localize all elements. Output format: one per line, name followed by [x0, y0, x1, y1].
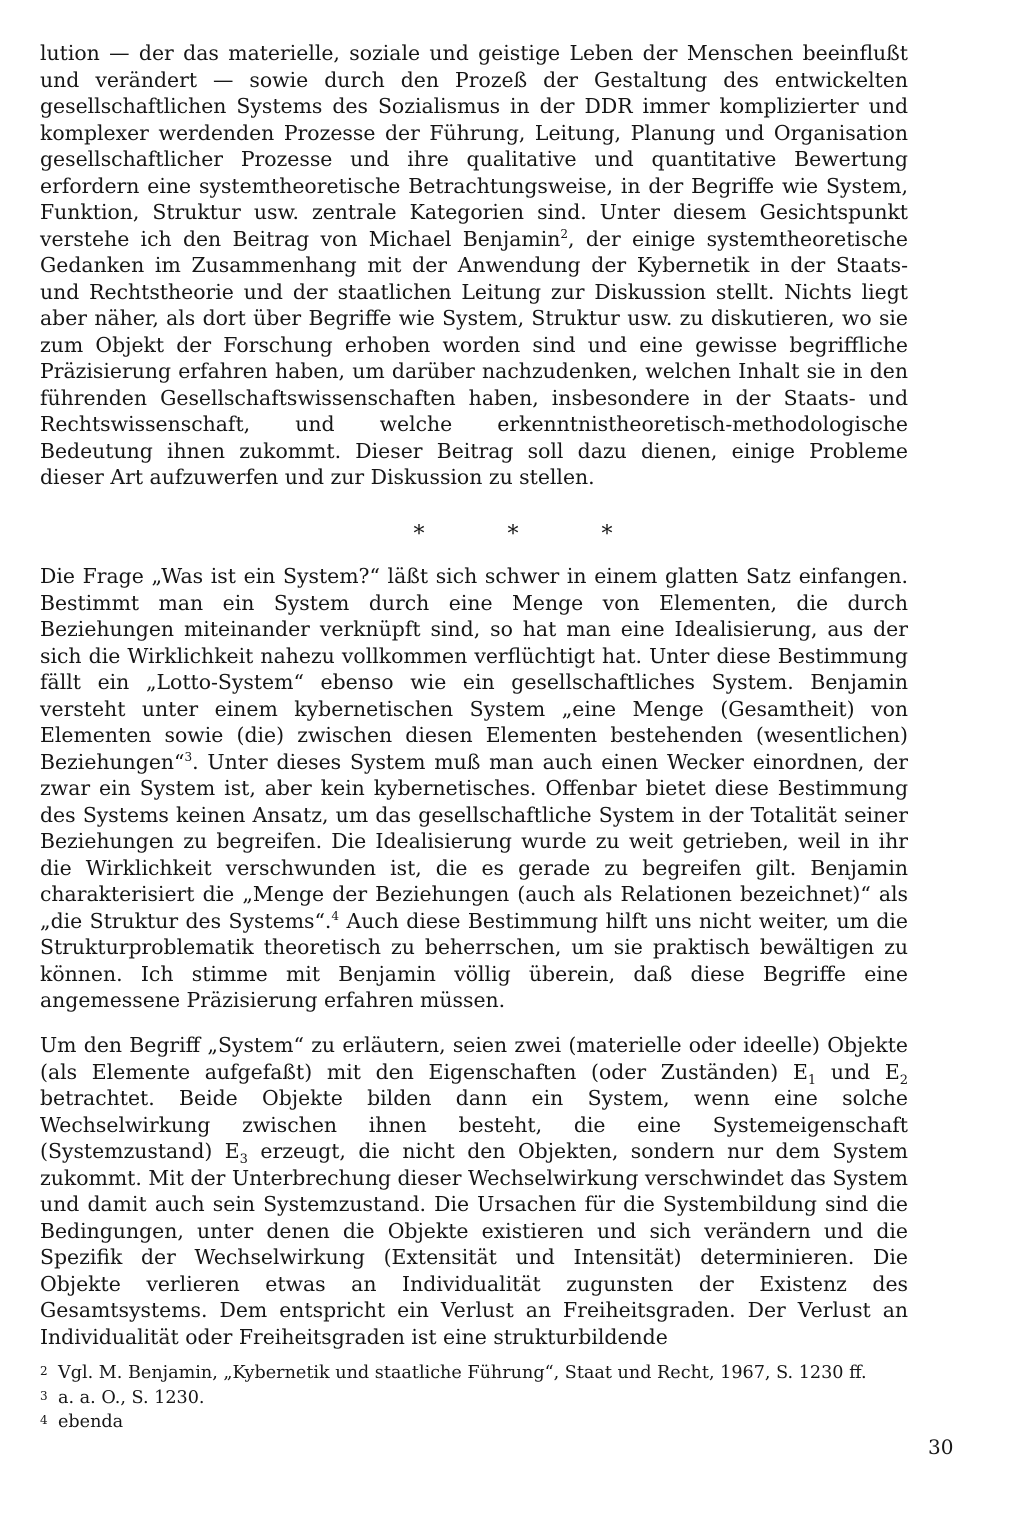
footnote-text: ebenda	[58, 1412, 124, 1432]
paragraph-system-question	[40, 563, 908, 1014]
text-run: , der einige systemtheoretische Gedanken im Zusammenhang mit der Anwendung der Kybernetik in der Staats- und Rechtstheorie und der staatlichen Leitung zur Diskussion stellt. Nichts liegt aber näher, als dort über Begriffe wie System, Struktur usw. zu diskutieren, wo sie zum Objekt der Forschung erhoben worden sind und eine gewisse begriffliche Präzisierung erfahren haben, um darüber nachzudenken, welchen Inhalt sie in den führenden Gesellschaftswissenschaften haben, insbesondere in der Staats- und Rechtswissenschaft, und welche erkenntnistheoretisch-methodologische Bedeutung ihnen zukommt. Dieser Beitrag soll dazu dienen, einige Probleme dieser Art aufzuwerfen und zur Diskussion zu stellen.	[40, 226, 908, 489]
paragraph-system-definition-text	[40, 1032, 908, 1350]
footnote	[40, 1411, 908, 1434]
footnote-text: Vgl. M. Benjamin, „Kybernetik und staatliche Führung“, Staat und Recht, 1967, S. 1230 ff.	[58, 1363, 867, 1383]
paragraph-system-question-text	[40, 563, 908, 1014]
subscript-index: 2	[899, 1072, 908, 1088]
footnote-reference[interactable]: 2	[560, 226, 569, 241]
footnotes	[40, 1362, 908, 1436]
text-run: . Unter dieses System muß man auch einen Wecker einordnen, der zwar ein System ist, aber kein kybernetisches. Offenbar bietet diese Bestimmung des Systems keinen Ansatz, um das gesellschaftliche System in der Totalität seiner Beziehungen zu begreifen. Die Idealisierung wurde zu weit getrieben, weil in ihr die Wirklichkeit verschwunden ist, die es gerade zu begreifen gilt. Benjamin charakterisiert die „Menge der Beziehungen (auch als Relationen bezeichnet)“ als „die Struktur des Systems“.	[40, 749, 908, 933]
footnote-reference[interactable]: 3	[184, 749, 193, 764]
footnote-mark: 3	[40, 1388, 48, 1403]
footnote	[40, 1387, 908, 1410]
footnote-mark: 2	[40, 1364, 48, 1378]
text-run: Die Frage „Was ist ein System?“ läßt sich schwer in einem glatten Satz einfangen. Bestimmt man ein System durch eine Menge von Elementen, die durch Beziehungen miteinander verknüpft sind, so hat man eine Idealisierung, aus der sich die Wirklichkeit nahezu vollkommen verflüchtigt hat. Unter diese Bestimmung fällt ein „Lotto-System“ ebenso wie ein gesellschaftliches System. Benjamin versteht unter einem kybernetischen System „eine Menge (Gesamtheit) von Elementen sowie (die) zwischen diesen Elementen bestehenden (wesentlichen) Beziehungen“	[40, 564, 908, 774]
text-run: und E	[816, 1059, 900, 1084]
footnote-reference[interactable]: 4	[331, 908, 340, 923]
footnote	[40, 1362, 908, 1385]
text-run: Auch diese Bestimmung hilft uns nicht weiter, um die Strukturproblematik theoretisch zu beherrschen, um sie praktisch bewältigen zu können. Ich stimme mit Benjamin völlig überein, daß diese Begriffe eine angemessene Präzisierung erfahren müssen.	[40, 908, 908, 1012]
paragraph-system-definition	[40, 1032, 908, 1350]
paragraph-intro	[40, 40, 908, 491]
page-number: 30	[928, 1435, 954, 1459]
subscript-index: 3	[239, 1152, 248, 1168]
subscript-index: 1	[807, 1072, 817, 1088]
text-run: betrachtet. Beide Objekte bilden dann ein System, wenn eine solche Wechselwirkung zwischen ihnen besteht, die eine Systemeigenschaft (Systemzustand) E	[40, 1086, 908, 1163]
section-separator: * * *	[413, 522, 651, 547]
text-run: Um den Begriff „System“ zu erläutern, seien zwei (materielle oder ideelle) Objekte (als Elemente aufgefaßt) mit den Eigenschaften (oder Zuständen) E	[40, 1033, 908, 1084]
footnote-mark: 4	[40, 1413, 48, 1427]
footnote-text: a. a. O., S. 1230.	[58, 1387, 205, 1408]
paragraph-intro-text	[40, 40, 908, 491]
text-run: erzeugt, die nicht den Objekten, sondern nur dem System zukommt. Mit der Unterbrechung dieser Wechselwirkung verschwindet das System und damit auch sein Systemzustand. Die Ursachen für die Systembildung sind die Bedingungen, unter denen die Objekte existieren und sich verändern und die Spezifik der Wechselwirkung (Extensität und Intensität) determinieren. Die Objekte verlieren etwas an Individualität zugunsten der Existenz des Gesamtsystems. Dem entspricht ein Verlust an Freiheitsgraden. Der Verlust an Individualität oder Freiheitsgraden ist eine strukturbildende	[40, 1139, 908, 1349]
text-run: lution — der das materielle, soziale und geistige Leben der Menschen beeinflußt und verändert — sowie durch den Prozeß der Gestaltung des entwickelten gesellschaftlichen Systems des Sozialismus in der DDR immer komplizierter und komplexer werdenden Prozesse der Führung, Leitung, Planung und Organisation gesellschaftlicher Prozesse und ihre qualitative und quantitative Bewertung erfordern eine systemtheoretische Betrachtungsweise, in der Begriffe wie System, Funktion, Struktur usw. zentrale Kategorien sind. Unter diesem Gesichtspunkt verstehe ich den Beitrag von Michael Benjamin	[40, 41, 908, 251]
